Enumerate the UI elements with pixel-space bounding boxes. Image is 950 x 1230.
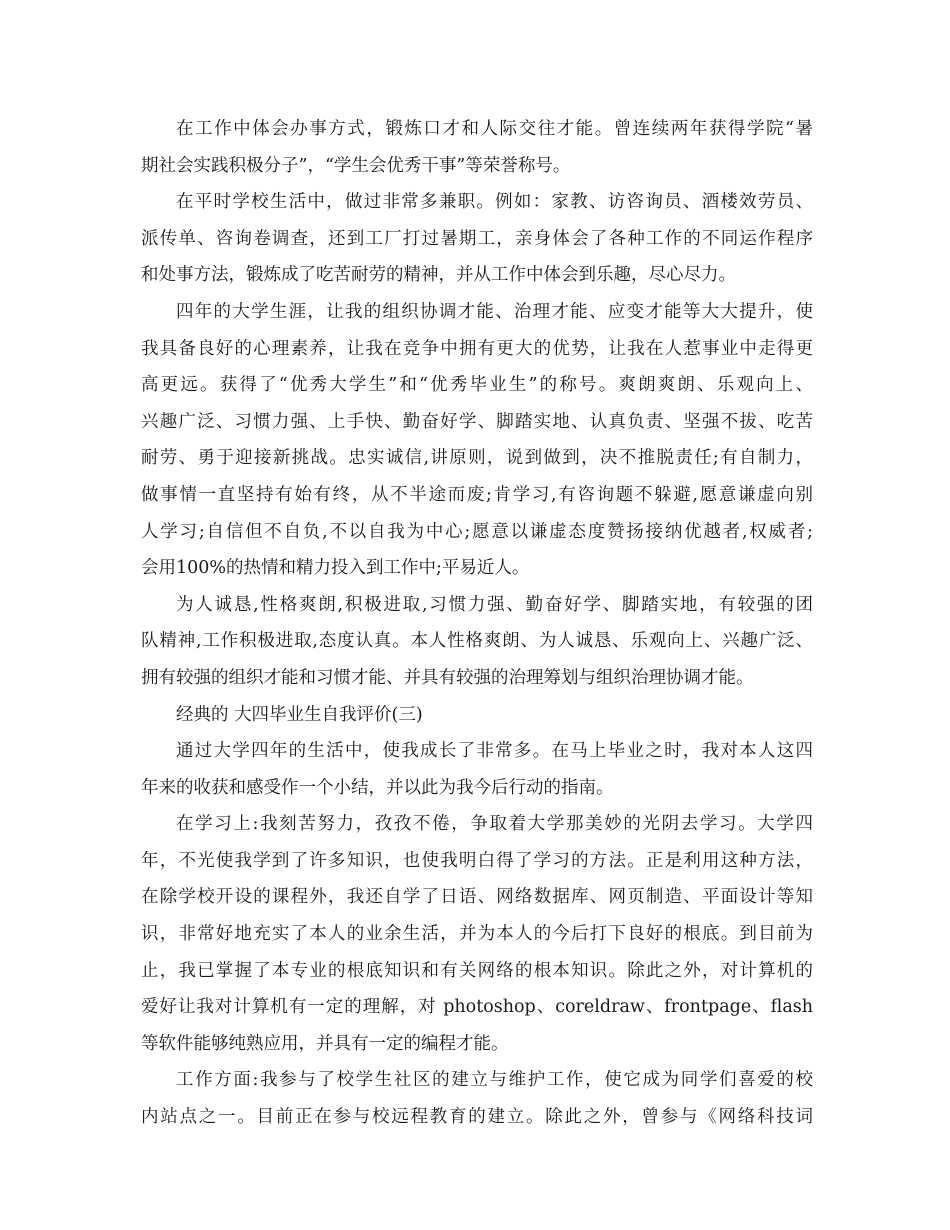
text-line: 工作方面:我参与了校学生社区的建立与维护工作，使它成为同学们喜爱的校 <box>176 1070 813 1091</box>
document-body <box>141 111 813 1136</box>
text-line: 在工作中体会办事方式，锻炼口才和人际交往才能。曾连续两年获得学院“暑 <box>176 119 813 139</box>
text-line: 会用100%的热情和精力投入到工作中;平易近人。 <box>141 558 530 579</box>
text-line: 在除学校开设的课程外，我还自学了日语、网络数据库、网页制造、平面设计等知 <box>141 887 813 908</box>
text-line: 识，非常好地充实了本人的业余生活，并为本人的今后打下良好的根底。到目前为 <box>141 924 813 945</box>
text-line: 队精神,工作积极进取,态度认真。本人性格爽朗、为人诚恳、乐观向上、兴趣广泛、 <box>141 631 813 652</box>
text-line: 爱好让我对计算机有一定的理解，对 photoshop、coreldraw、frontpage、flash <box>141 997 813 1018</box>
text-line: 期社会实践积极分子”，“学生会优秀干事”等荣誉称号。 <box>141 155 571 176</box>
text-line: 拥有较强的组织才能和习惯才能、并具有较强的治理筹划与组织治理协调才能。 <box>141 667 754 688</box>
text-line: 年来的收获和感受作一个小结，并以此为我今后行动的指南。 <box>141 777 614 798</box>
text-line: 人学习;自信但不自负,不以自我为中心;愿意以谦虚态度赞扬接纳优越者,权威者; <box>141 521 813 542</box>
text-line: 和处事方法，锻炼成了吃苦耐劳的精神，并从工作中体会到乐趣，尽心尽力。 <box>141 265 736 286</box>
text-line: 通过大学四年的生活中，使我成长了非常多。在马上毕业之时，我对本人这四 <box>176 741 813 762</box>
text-line: 等软件能够纯熟应用，并具有一定的编程才能。 <box>141 1033 509 1054</box>
text-line: 为人诚恳,性格爽朗,积极进取,习惯力强、勤奋好学、脚踏实地，有较强的团 <box>176 594 813 615</box>
text-line: 止，我已掌握了本专业的根底知识和有关网络的根本知识。除此之外，对计算机的 <box>141 960 813 981</box>
text-line: 做事情一直坚持有始有终，从不半途而废;肯学习,有咨询题不躲避,愿意谦虚向别 <box>141 484 813 505</box>
text-line: 内站点之一。目前正在参与校远程教育的建立。除此之外，曾参与《网络科技词 <box>141 1107 813 1128</box>
text-line: 年，不光使我学到了许多知识，也使我明白得了学习的方法。正是利用这种方法， <box>141 850 813 871</box>
text-line: 派传单、咨询卷调查，还到工厂打过暑期工，亲身体会了各种工作的不同运作程序 <box>141 228 813 249</box>
text-line: 我具备良好的心理素养，让我在竞争中拥有更大的优势，让我在人惹事业中走得更 <box>141 338 813 359</box>
text-line: 经典的 大四毕业生自我评价(三) <box>176 704 423 725</box>
text-line: 在平时学校生活中，做过非常多兼职。例如：家教、访咨询员、酒楼效劳员、 <box>176 192 813 213</box>
text-line: 耐劳、勇于迎接新挑战。忠实诚信,讲原则，说到做到，决不推脱责任;有自制力， <box>141 448 813 469</box>
text-line: 在学习上:我刻苦努力，孜孜不倦，争取着大学那美妙的光阴去学习。大学四 <box>176 814 813 835</box>
text-line: 高更远。获得了“优秀大学生”和“优秀毕业生”的称号。爽朗爽朗、乐观向上、 <box>141 375 813 396</box>
text-line: 四年的大学生涯，让我的组织协调才能、治理才能、应变才能等大大提升，使 <box>176 301 813 322</box>
text-line: 兴趣广泛、习惯力强、上手快、勤奋好学、脚踏实地、认真负责、坚强不拔、吃苦 <box>141 411 813 432</box>
